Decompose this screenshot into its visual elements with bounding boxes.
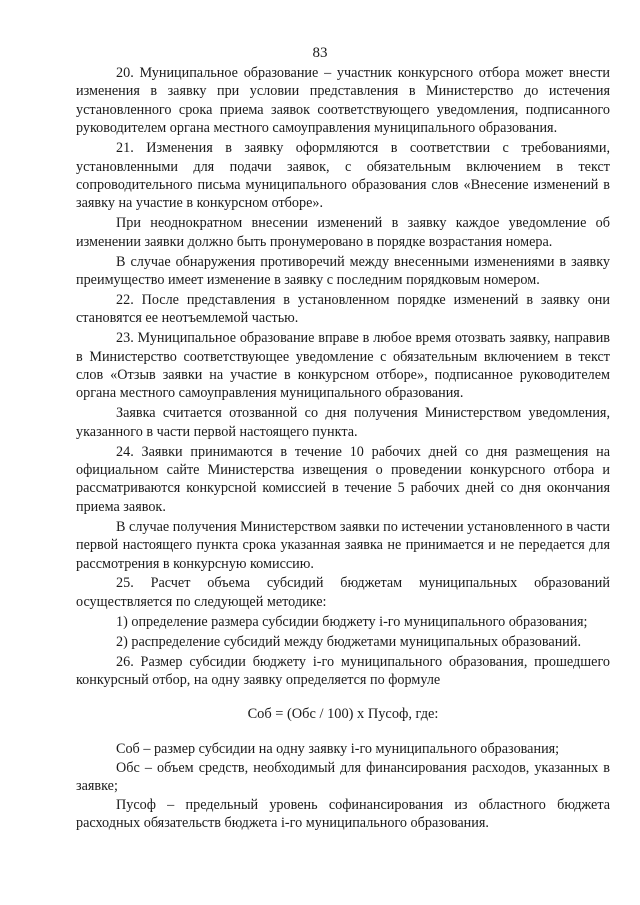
paragraph-21-numbering: При неоднократном внесении изменений в заявку каждое уведомление об изменении заявки должно быть пронумеровано в порядке возрастания номера. xyxy=(76,215,610,250)
paragraph-23: 23. Муниципальное образование вправе в любое время отозвать заявку, направив в Министерство соответствующее уведомление с обязательным включением в текст слов «Отзыв заявки на участие в конкурсном отборе», подписанное руководителем органа местного самоуправления муниципального образования. xyxy=(76,330,610,402)
paragraph-25-item-2: 2) распределение субсидий между бюджетами муниципальных образований. xyxy=(116,633,582,650)
document-body xyxy=(76,64,610,833)
paragraph-22: 22. После представления в установленном порядке изменений в заявку они становятся ее неотъемлемой частью. xyxy=(76,291,610,327)
paragraph-26: 26. Размер субсидии бюджету i-го муниципального образования, прошедшего конкурсный отбор, на одну заявку определяется по формуле xyxy=(76,653,610,688)
paragraph-24: 24. Заявки принимаются в течение 10 рабочих дней со дня размещения на официальном сайте Министерства извещения о проведении конкурсного отбора и рассматриваются конкурсной комиссией в течение 5 рабочих дней со дня окончания приема заявок. xyxy=(76,443,610,515)
paragraph-21-contradictions: В случае обнаружения противоречий между внесенными изменениями в заявку преимущество имеет изменение в заявку с последним порядковым номером. xyxy=(76,253,610,288)
page-number: 83 xyxy=(312,45,328,61)
definition-obs: Обс – объем средств, необходимый для финансирования расходов, указанных в заявке; xyxy=(76,759,610,795)
paragraph-20: 20. Муниципальное образование – участник конкурсного отбора может внести изменения в заявку при условии представления в Министерство до истечения установленного срока приема заявок соответствующего уведомления, подписанного руководителем органа местного самоуправления муниципального образования. xyxy=(76,65,610,137)
paragraph-25-item-1: 1) определение размера субсидии бюджету i-го муниципального образования; xyxy=(116,613,588,630)
definition-pusof: Пусоф – предельный уровень софинансирования из областного бюджета расходных обязательств бюджета i-го муниципального образования. xyxy=(76,797,610,832)
definition-sob: Соб – размер субсидии на одну заявку i-го муниципального образования; xyxy=(116,740,560,757)
paragraph-25: 25. Расчет объема субсидий бюджетам муниципальных образований осуществляется по следующей методике: xyxy=(76,575,610,610)
paragraph-24-late: В случае получения Министерством заявки по истечении установленного в части первой настоящего пункта срока указанная заявка не принимается и не передается для рассмотрения в конкурсную комиссию. xyxy=(76,518,610,572)
paragraph-23-withdrawal: Заявка считается отозванной со дня получения Министерством уведомления, указанного в части первой настоящего пункта. xyxy=(76,405,610,440)
paragraph-21: 21. Изменения в заявку оформляются в соответствии с требованиями, установленными для подачи заявок, с обязательным включением в текст сопроводительного письма муниципального образования слов «Внесение изменений в заявку на участие в конкурсном отборе». xyxy=(76,140,610,212)
subsidy-formula: Соб = (Обс / 100) х Пусоф, где: xyxy=(247,706,439,723)
